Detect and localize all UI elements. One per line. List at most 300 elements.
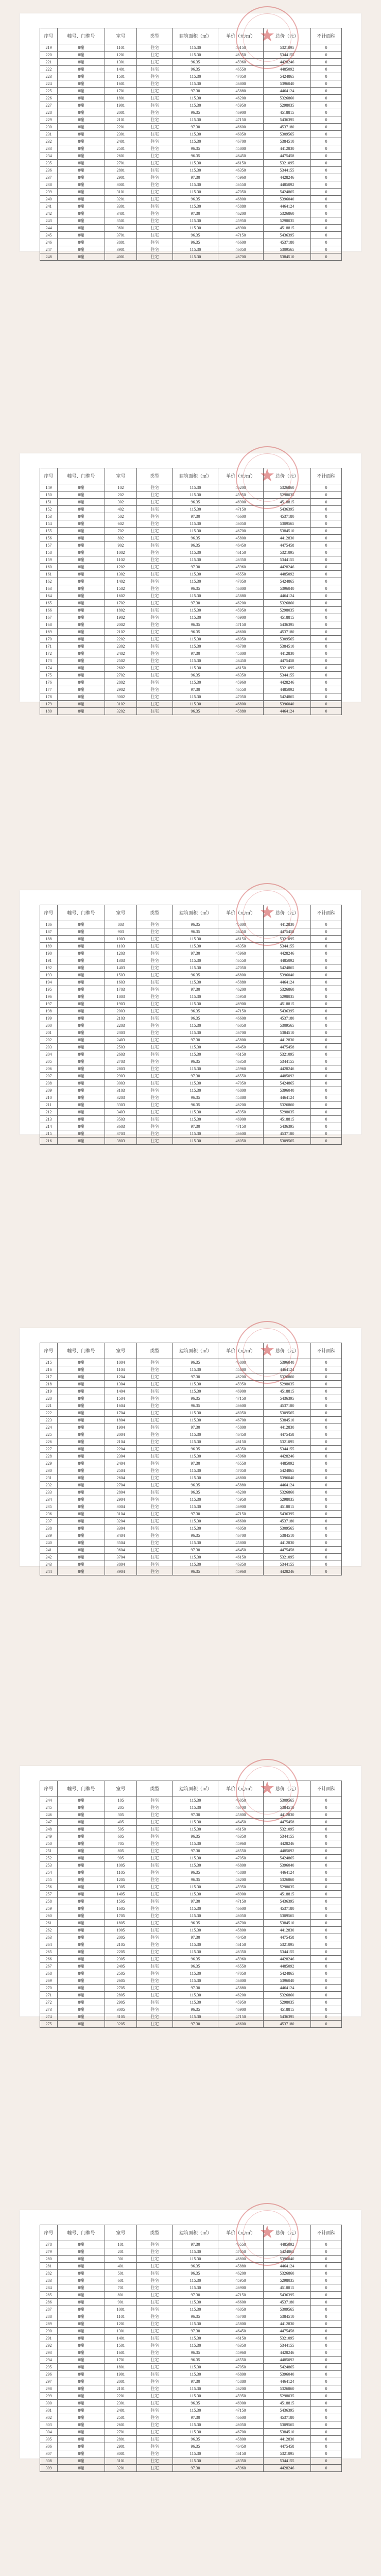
cell-excluded-area: 0 xyxy=(311,1410,342,1417)
cell-unit-price: 46550 xyxy=(218,2241,264,2248)
table-row xyxy=(40,1424,342,1431)
cell-building: 8幢 xyxy=(58,1561,105,1568)
table-row xyxy=(40,564,342,571)
cell-area: 115.30 xyxy=(173,1884,218,1891)
cell-room: 1402 xyxy=(105,578,137,585)
table-row xyxy=(40,1568,342,1575)
cell-area: 115.30 xyxy=(173,592,218,600)
cell-type: 住宅 xyxy=(137,102,173,109)
cell-total-price: 5309565 xyxy=(264,520,311,528)
cell-excluded-area: 0 xyxy=(311,109,342,116)
cell-room: 3101 xyxy=(105,189,137,196)
cell-total-price: 5309565 xyxy=(264,2306,311,2313)
cell-excluded-area: 0 xyxy=(311,1460,342,1467)
cell-unit-price: 46050 xyxy=(218,1410,264,1417)
cell-unit-price: 46700 xyxy=(218,138,264,145)
cell-excluded-area: 0 xyxy=(311,1855,342,1862)
table-row xyxy=(40,109,342,116)
cell-total-price: 5298035 xyxy=(264,1884,311,1891)
cell-room: 1502 xyxy=(105,585,137,592)
cell-excluded-area: 0 xyxy=(311,1948,342,1956)
cell-excluded-area: 0 xyxy=(311,131,342,138)
cell-room: 2203 xyxy=(105,1022,137,1029)
cell-room: 2805 xyxy=(105,1992,137,1999)
cell-type: 住宅 xyxy=(137,44,173,52)
cell-index: 200 xyxy=(40,1022,58,1029)
cell-building: 8幢 xyxy=(58,506,105,513)
cell-type: 住宅 xyxy=(137,124,173,131)
table-row xyxy=(40,993,342,1001)
table-row xyxy=(40,1101,342,1109)
cell-index: 266 xyxy=(40,1956,58,1963)
cell-area: 115.30 xyxy=(173,80,218,88)
cell-area: 115.30 xyxy=(173,217,218,225)
cell-unit-price: 46450 xyxy=(218,1934,264,1941)
cell-unit-price: 45950 xyxy=(218,993,264,1001)
cell-building: 8幢 xyxy=(58,1446,105,1453)
table-row xyxy=(40,2378,342,2385)
cell-unit-price: 45800 xyxy=(218,535,264,542)
column-header: 总价（元） xyxy=(264,905,311,921)
cell-area: 96.35 xyxy=(173,928,218,936)
cell-total-price: 5309565 xyxy=(264,1022,311,1029)
cell-index: 154 xyxy=(40,520,58,528)
cell-room: 2104 xyxy=(105,1438,137,1446)
cell-building: 8幢 xyxy=(58,499,105,506)
cell-excluded-area: 0 xyxy=(311,636,342,643)
cell-index: 232 xyxy=(40,1482,58,1489)
column-header: 幢号、门牌号 xyxy=(58,905,105,921)
cell-type: 住宅 xyxy=(137,1489,173,1496)
cell-type: 住宅 xyxy=(137,1029,173,1037)
cell-building: 8幢 xyxy=(58,979,105,986)
cell-index: 225 xyxy=(40,88,58,95)
cell-area: 115.30 xyxy=(173,1475,218,1482)
table-row xyxy=(40,102,342,109)
cell-type: 住宅 xyxy=(137,1511,173,1518)
table-row xyxy=(40,246,342,253)
cell-excluded-area: 0 xyxy=(311,1374,342,1381)
table-row xyxy=(40,957,342,964)
cell-index: 152 xyxy=(40,506,58,513)
cell-building: 8幢 xyxy=(58,174,105,181)
cell-index: 299 xyxy=(40,2393,58,2400)
column-header: 室号 xyxy=(105,1343,137,1359)
cell-type: 住宅 xyxy=(137,636,173,643)
cell-room: 101 xyxy=(105,2241,137,2248)
cell-total-price: 4537180 xyxy=(264,1518,311,1525)
table-row xyxy=(40,95,342,102)
cell-excluded-area: 0 xyxy=(311,116,342,124)
cell-unit-price: 46450 xyxy=(218,928,264,936)
cell-unit-price: 46200 xyxy=(218,2270,264,2277)
cell-type: 住宅 xyxy=(137,1388,173,1395)
cell-total-price: 4464124 xyxy=(264,592,311,600)
price-table xyxy=(40,28,342,261)
document-page xyxy=(20,890,361,1143)
cell-type: 住宅 xyxy=(137,1015,173,1022)
cell-building: 8幢 xyxy=(58,1359,105,1366)
cell-unit-price: 46200 xyxy=(218,986,264,993)
cell-room: 505 xyxy=(105,1826,137,1833)
cell-room: 2905 xyxy=(105,1999,137,2006)
cell-excluded-area: 0 xyxy=(311,2385,342,2393)
cell-excluded-area: 0 xyxy=(311,571,342,578)
cell-room: 805 xyxy=(105,1848,137,1855)
cell-area: 96.35 xyxy=(173,2270,218,2277)
cell-index: 309 xyxy=(40,2465,58,2472)
column-header: 类型 xyxy=(137,468,173,484)
cell-type: 住宅 xyxy=(137,1087,173,1094)
table-row xyxy=(40,1511,342,1518)
cell-type: 住宅 xyxy=(137,492,173,499)
cell-room: 3403 xyxy=(105,1109,137,1116)
table-row xyxy=(40,614,342,621)
cell-index: 160 xyxy=(40,564,58,571)
table-row xyxy=(40,1855,342,1862)
cell-index: 205 xyxy=(40,1058,58,1065)
cell-unit-price: 46350 xyxy=(218,1058,264,1065)
cell-area: 115.30 xyxy=(173,1503,218,1511)
column-header: 序号 xyxy=(40,1781,58,1797)
cell-building: 8幢 xyxy=(58,210,105,217)
cell-room: 1404 xyxy=(105,1388,137,1395)
cell-building: 8幢 xyxy=(58,145,105,152)
cell-index: 248 xyxy=(40,1826,58,1833)
cell-index: 158 xyxy=(40,549,58,556)
cell-area: 115.30 xyxy=(173,1948,218,1956)
cell-area: 115.30 xyxy=(173,1539,218,1547)
cell-excluded-area: 0 xyxy=(311,542,342,549)
table-row xyxy=(40,217,342,225)
cell-excluded-area: 0 xyxy=(311,2284,342,2292)
cell-area: 115.30 xyxy=(173,2335,218,2342)
column-header: 幢号、门牌号 xyxy=(58,28,105,44)
cell-unit-price: 45800 xyxy=(218,650,264,657)
cell-unit-price: 45880 xyxy=(218,592,264,600)
cell-unit-price: 46800 xyxy=(218,196,264,203)
document-page xyxy=(20,13,361,259)
cell-total-price: 4464124 xyxy=(264,2263,311,2270)
cell-type: 住宅 xyxy=(137,1453,173,1460)
cell-building: 8幢 xyxy=(58,225,105,232)
cell-room: 1201 xyxy=(105,2320,137,2328)
cell-room: 1303 xyxy=(105,957,137,964)
cell-room: 2705 xyxy=(105,1985,137,1992)
cell-area: 96.35 xyxy=(173,1532,218,1539)
cell-index: 238 xyxy=(40,1525,58,1532)
cell-area: 115.30 xyxy=(173,1826,218,1833)
table-row xyxy=(40,1554,342,1561)
cell-type: 住宅 xyxy=(137,196,173,203)
cell-room: 2801 xyxy=(105,167,137,174)
cell-building: 8幢 xyxy=(58,1518,105,1525)
cell-room: 1701 xyxy=(105,88,137,95)
cell-building: 8幢 xyxy=(58,1029,105,1037)
cell-room: 2604 xyxy=(105,1475,137,1482)
cell-type: 住宅 xyxy=(137,2306,173,2313)
cell-room: 205 xyxy=(105,1804,137,1811)
cell-excluded-area: 0 xyxy=(311,181,342,189)
cell-type: 住宅 xyxy=(137,2313,173,2320)
column-header: 室号 xyxy=(105,28,137,44)
table-row xyxy=(40,59,342,66)
cell-total-price: 4412830 xyxy=(264,1539,311,1547)
cell-type: 住宅 xyxy=(137,2357,173,2364)
table-row xyxy=(40,1116,342,1123)
cell-room: 2904 xyxy=(105,1496,137,1503)
cell-area: 115.30 xyxy=(173,1087,218,1094)
cell-total-price: 5424865 xyxy=(264,1855,311,1862)
cell-type: 住宅 xyxy=(137,2256,173,2263)
cell-excluded-area: 0 xyxy=(311,2458,342,2465)
cell-unit-price: 45960 xyxy=(218,2349,264,2357)
cell-type: 住宅 xyxy=(137,928,173,936)
cell-building: 8幢 xyxy=(58,2299,105,2306)
cell-total-price: 5424865 xyxy=(264,1970,311,1977)
cell-excluded-area: 0 xyxy=(311,943,342,950)
table-row xyxy=(40,1094,342,1101)
cell-building: 8幢 xyxy=(58,1999,105,2006)
cell-excluded-area: 0 xyxy=(311,1015,342,1022)
cell-type: 住宅 xyxy=(137,957,173,964)
cell-unit-price: 46800 xyxy=(218,1359,264,1366)
cell-area: 115.30 xyxy=(173,520,218,528)
column-header: 单价（元/㎡） xyxy=(218,1343,264,1359)
cell-building: 8幢 xyxy=(58,52,105,59)
cell-total-price: 5384510 xyxy=(264,2429,311,2436)
cell-area: 115.30 xyxy=(173,102,218,109)
table-row xyxy=(40,1138,342,1145)
cell-excluded-area: 0 xyxy=(311,650,342,657)
cell-excluded-area: 0 xyxy=(311,2299,342,2306)
cell-building: 8幢 xyxy=(58,1568,105,1575)
cell-unit-price: 46600 xyxy=(218,2414,264,2421)
cell-index: 174 xyxy=(40,665,58,672)
cell-area: 96.35 xyxy=(173,145,218,152)
table-row xyxy=(40,1891,342,1898)
cell-type: 住宅 xyxy=(137,1374,173,1381)
cell-room: 1705 xyxy=(105,1912,137,1920)
cell-excluded-area: 0 xyxy=(311,1037,342,1044)
cell-type: 住宅 xyxy=(137,556,173,564)
cell-excluded-area: 0 xyxy=(311,1101,342,1109)
cell-unit-price: 46200 xyxy=(218,1374,264,1381)
table-row xyxy=(40,1381,342,1388)
cell-total-price: 4518815 xyxy=(264,1388,311,1395)
cell-building: 8幢 xyxy=(58,1920,105,1927)
cell-index: 252 xyxy=(40,1855,58,1862)
cell-room: 1904 xyxy=(105,1424,137,1431)
cell-index: 190 xyxy=(40,950,58,957)
cell-area: 96.35 xyxy=(173,621,218,629)
cell-type: 住宅 xyxy=(137,1970,173,1977)
cell-type: 住宅 xyxy=(137,2414,173,2421)
cell-type: 住宅 xyxy=(137,2241,173,2248)
cell-room: 1504 xyxy=(105,1395,137,1402)
cell-unit-price: 46600 xyxy=(218,124,264,131)
cell-building: 8幢 xyxy=(58,59,105,66)
cell-area: 115.30 xyxy=(173,993,218,1001)
cell-total-price: 5436395 xyxy=(264,2292,311,2299)
cell-area: 115.30 xyxy=(173,44,218,52)
cell-excluded-area: 0 xyxy=(311,2263,342,2270)
cell-index: 249 xyxy=(40,1833,58,1840)
cell-area: 97.30 xyxy=(173,1374,218,1381)
cell-total-price: 5436395 xyxy=(264,2013,311,2021)
column-header: 序号 xyxy=(40,2225,58,2241)
cell-excluded-area: 0 xyxy=(311,1532,342,1539)
table-row xyxy=(40,196,342,203)
cell-area: 115.30 xyxy=(173,225,218,232)
cell-type: 住宅 xyxy=(137,2328,173,2335)
cell-building: 8幢 xyxy=(58,2436,105,2443)
cell-room: 2903 xyxy=(105,1073,137,1080)
cell-building: 8幢 xyxy=(58,131,105,138)
table-row xyxy=(40,52,342,59)
cell-type: 住宅 xyxy=(137,1058,173,1065)
cell-index: 232 xyxy=(40,138,58,145)
cell-index: 189 xyxy=(40,943,58,950)
cell-total-price: 4428246 xyxy=(264,1065,311,1073)
cell-building: 8幢 xyxy=(58,1101,105,1109)
cell-unit-price: 45950 xyxy=(218,1496,264,1503)
cell-total-price: 5424865 xyxy=(264,2364,311,2371)
cell-area: 96.35 xyxy=(173,1015,218,1022)
cell-excluded-area: 0 xyxy=(311,513,342,520)
cell-index: 178 xyxy=(40,693,58,701)
cell-index: 222 xyxy=(40,66,58,73)
cell-excluded-area: 0 xyxy=(311,2270,342,2277)
cell-unit-price: 46900 xyxy=(218,1891,264,1898)
table-row xyxy=(40,2328,342,2335)
cell-index: 253 xyxy=(40,1862,58,1869)
cell-total-price: 5436395 xyxy=(264,1395,311,1402)
cell-unit-price: 47050 xyxy=(218,1970,264,1977)
cell-building: 8幢 xyxy=(58,571,105,578)
table-row xyxy=(40,2400,342,2407)
table-row xyxy=(40,672,342,679)
cell-total-price: 4537180 xyxy=(264,1402,311,1410)
cell-excluded-area: 0 xyxy=(311,2450,342,2458)
cell-total-price: 5396040 xyxy=(264,1862,311,1869)
cell-type: 住宅 xyxy=(137,1065,173,1073)
cell-type: 住宅 xyxy=(137,1811,173,1819)
cell-area: 96.35 xyxy=(173,1963,218,1970)
table-row xyxy=(40,520,342,528)
column-header: 总价（元） xyxy=(264,1343,311,1359)
cell-building: 8幢 xyxy=(58,1475,105,1482)
cell-excluded-area: 0 xyxy=(311,2364,342,2371)
table-row xyxy=(40,116,342,124)
cell-type: 住宅 xyxy=(137,950,173,957)
cell-unit-price: 46050 xyxy=(218,1138,264,1145)
cell-excluded-area: 0 xyxy=(311,2313,342,2320)
cell-total-price: 4412830 xyxy=(264,2320,311,2328)
cell-unit-price: 46200 xyxy=(218,600,264,607)
cell-excluded-area: 0 xyxy=(311,1475,342,1482)
cell-room: 1601 xyxy=(105,2349,137,2357)
cell-index: 247 xyxy=(40,1819,58,1826)
cell-type: 住宅 xyxy=(137,2349,173,2357)
cell-excluded-area: 0 xyxy=(311,679,342,686)
cell-excluded-area: 0 xyxy=(311,1518,342,1525)
cell-building: 8幢 xyxy=(58,701,105,708)
cell-building: 8幢 xyxy=(58,2414,105,2421)
table-row xyxy=(40,2385,342,2393)
cell-unit-price: 46350 xyxy=(218,1561,264,1568)
column-header: 室号 xyxy=(105,905,137,921)
cell-type: 住宅 xyxy=(137,2277,173,2284)
cell-building: 8幢 xyxy=(58,2284,105,2292)
column-header: 建筑面积（㎡） xyxy=(173,1781,218,1797)
official-seal-stamp xyxy=(236,6,299,69)
cell-type: 住宅 xyxy=(137,246,173,253)
cell-unit-price: 46450 xyxy=(218,1819,264,1826)
table-row xyxy=(40,1999,342,2006)
cell-total-price: 5309565 xyxy=(264,1525,311,1532)
cell-unit-price: 46150 xyxy=(218,2450,264,2458)
cell-unit-price: 45960 xyxy=(218,174,264,181)
cell-building: 8幢 xyxy=(58,2248,105,2256)
cell-index: 211 xyxy=(40,1101,58,1109)
cell-type: 住宅 xyxy=(137,1891,173,1898)
cell-index: 304 xyxy=(40,2429,58,2436)
table-row xyxy=(40,701,342,708)
table-row xyxy=(40,1438,342,1446)
cell-area: 96.35 xyxy=(173,499,218,506)
cell-excluded-area: 0 xyxy=(311,2414,342,2421)
cell-building: 8幢 xyxy=(58,1855,105,1862)
cell-building: 8幢 xyxy=(58,1417,105,1424)
cell-room: 502 xyxy=(105,513,137,520)
cell-area: 96.35 xyxy=(173,629,218,636)
cell-excluded-area: 0 xyxy=(311,1876,342,1884)
official-seal-stamp xyxy=(236,2203,299,2266)
cell-building: 8幢 xyxy=(58,1402,105,1410)
cell-unit-price: 45960 xyxy=(218,1065,264,1073)
cell-area: 96.35 xyxy=(173,1876,218,1884)
cell-type: 住宅 xyxy=(137,1359,173,1366)
cell-building: 8幢 xyxy=(58,2429,105,2436)
cell-room: 1702 xyxy=(105,600,137,607)
cell-room: 3804 xyxy=(105,1561,137,1568)
table-row xyxy=(40,1123,342,1130)
cell-type: 住宅 xyxy=(137,66,173,73)
cell-excluded-area: 0 xyxy=(311,643,342,650)
cell-total-price: 5396040 xyxy=(264,1977,311,1985)
cell-unit-price: 46350 xyxy=(218,556,264,564)
cell-area: 115.30 xyxy=(173,1912,218,1920)
cell-area: 115.30 xyxy=(173,2407,218,2414)
cell-type: 住宅 xyxy=(137,578,173,585)
cell-room: 405 xyxy=(105,1819,137,1826)
table-row xyxy=(40,2465,342,2472)
cell-room: 1804 xyxy=(105,1417,137,1424)
cell-room: 2502 xyxy=(105,657,137,665)
cell-total-price: 4537180 xyxy=(264,124,311,131)
cell-total-price: 4464124 xyxy=(264,979,311,986)
cell-excluded-area: 0 xyxy=(311,2256,342,2263)
cell-type: 住宅 xyxy=(137,528,173,535)
cell-total-price: 5344155 xyxy=(264,556,311,564)
cell-total-price: 4428246 xyxy=(264,679,311,686)
table-row xyxy=(40,239,342,246)
cell-index: 223 xyxy=(40,73,58,80)
cell-index: 234 xyxy=(40,1496,58,1503)
cell-room: 3102 xyxy=(105,701,137,708)
cell-type: 住宅 xyxy=(137,607,173,614)
